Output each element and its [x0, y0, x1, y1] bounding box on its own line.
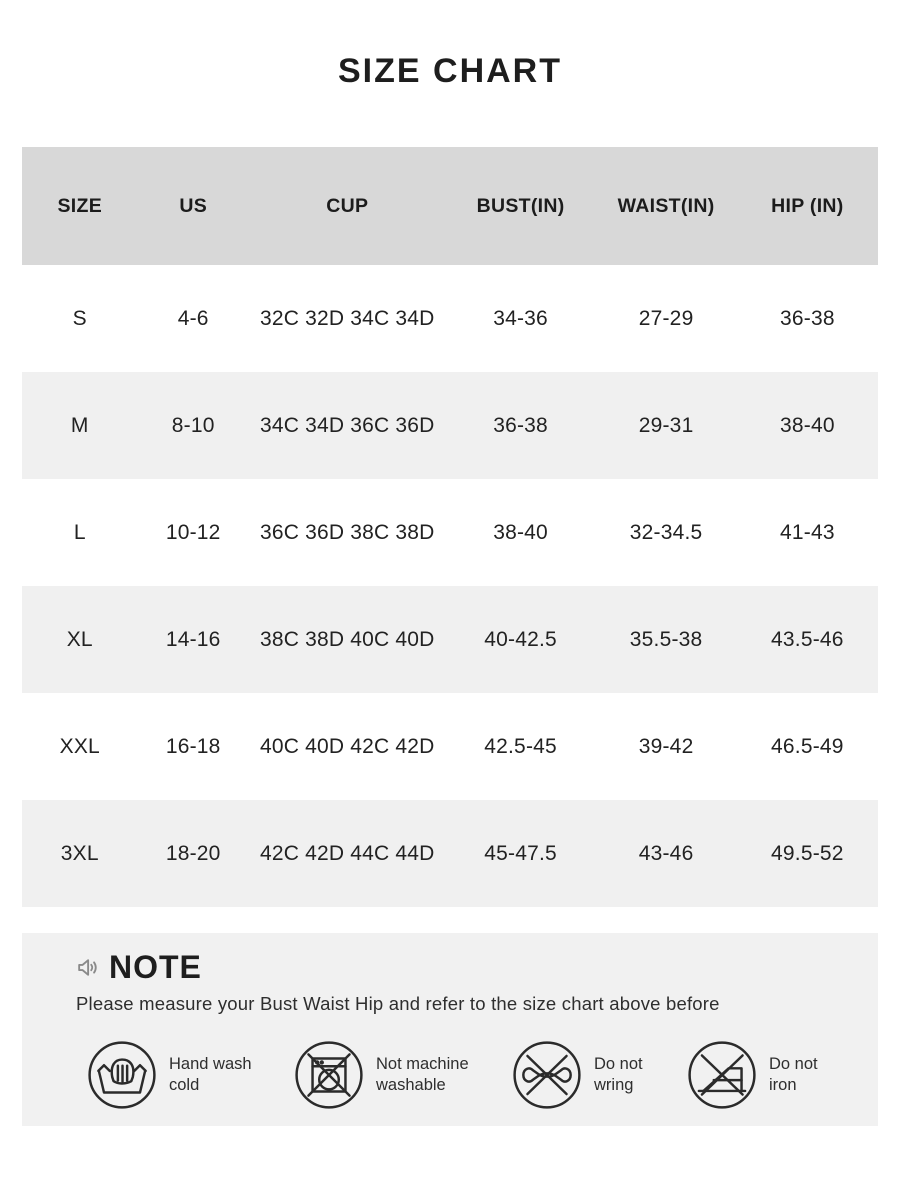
table-cell: S — [72, 306, 87, 330]
header-hip: HIP (IN) — [771, 194, 844, 217]
no-machine-wash-icon — [293, 1039, 365, 1111]
page-title: SIZE CHART — [338, 52, 562, 90]
header-bust: BUST(IN) — [476, 194, 565, 217]
table-cell: 36C 36D 38C 38D — [259, 520, 435, 544]
size-table — [22, 147, 878, 907]
table-row — [22, 586, 878, 693]
table-cell: 14-16 — [165, 627, 221, 651]
table-cell: 39-42 — [638, 734, 694, 758]
table-cell: M — [70, 413, 89, 437]
care-label: Not machine washable — [376, 1055, 469, 1094]
table-cell: 3XL — [60, 841, 99, 865]
table-cell: 42.5-45 — [484, 734, 557, 758]
header-us: US — [179, 194, 208, 217]
speaker-icon — [75, 955, 100, 980]
table-row — [22, 800, 878, 907]
table-cell: 43.5-46 — [771, 627, 844, 651]
care-label: Do not iron — [769, 1055, 818, 1094]
header-size: SIZE — [57, 194, 103, 217]
table-cell: 8-10 — [171, 413, 215, 437]
table-cell: 32C 32D 34C 34D — [259, 306, 435, 330]
table-cell: XL — [66, 627, 93, 651]
table-cell: 38C 38D 40C 40D — [259, 627, 435, 651]
table-cell: 40-42.5 — [484, 627, 557, 651]
table-cell: 40C 40D 42C 42D — [259, 734, 435, 758]
do-not-wring-icon — [511, 1039, 583, 1111]
table-row — [22, 265, 878, 372]
table-cell: 42C 42D 44C 44D — [259, 841, 435, 865]
table-cell: 35.5-38 — [629, 627, 703, 651]
table-cell: 18-20 — [165, 841, 221, 865]
table-cell: 36-38 — [493, 413, 548, 437]
care-item-do-not-wring — [511, 1039, 643, 1111]
table-cell: 43-46 — [638, 841, 694, 865]
table-cell: 38-40 — [780, 413, 835, 437]
table-cell: L — [73, 520, 86, 544]
care-item-hand-wash — [86, 1039, 252, 1111]
table-cell: 41-43 — [780, 520, 835, 544]
hand-wash-icon — [86, 1039, 158, 1111]
table-cell: 46.5-49 — [771, 734, 844, 758]
do-not-iron-icon — [686, 1039, 758, 1111]
table-cell: 29-31 — [638, 413, 694, 437]
table-cell: 34-36 — [493, 306, 548, 330]
care-icons-row — [22, 1037, 878, 1117]
table-row — [22, 372, 878, 479]
table-cell: 16-18 — [165, 734, 221, 758]
note-text: Please measure your Bust Waist Hip and refer to the size chart above before — [76, 993, 720, 1014]
table-cell: 4-6 — [177, 306, 209, 330]
care-label: Hand wash cold — [169, 1055, 252, 1094]
care-item-do-not-iron — [686, 1039, 818, 1111]
note-section — [22, 933, 878, 1126]
table-row — [22, 693, 878, 800]
care-label: Do not wring — [594, 1055, 643, 1094]
table-cell: 38-40 — [493, 520, 548, 544]
table-cell: 36-38 — [780, 306, 835, 330]
table-cell: 34C 34D 36C 36D — [259, 413, 435, 437]
note-heading: NOTE — [109, 949, 202, 985]
care-item-no-machine-wash — [293, 1039, 469, 1111]
table-cell: 10-12 — [165, 520, 221, 544]
table-cell: 32-34.5 — [629, 520, 703, 544]
table-cell: 45-47.5 — [484, 841, 557, 865]
table-header-row — [22, 147, 878, 265]
table-row — [22, 479, 878, 586]
table-cell: XXL — [59, 734, 100, 758]
header-cup: CUP — [326, 194, 369, 217]
note-heading-row — [75, 949, 202, 986]
table-cell: 27-29 — [638, 306, 694, 330]
table-cell: 49.5-52 — [771, 841, 844, 865]
header-waist: WAIST(IN) — [617, 194, 715, 217]
